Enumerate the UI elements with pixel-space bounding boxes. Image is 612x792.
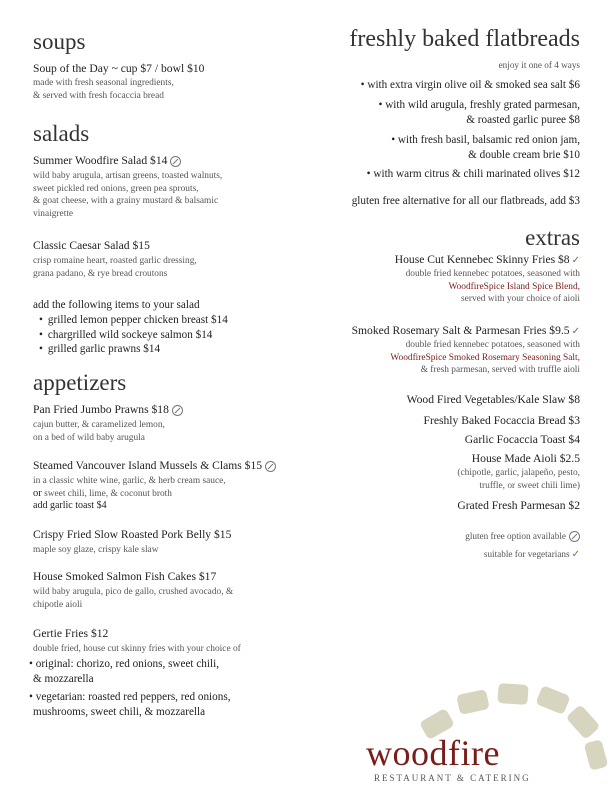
logo-name: woodfire bbox=[366, 733, 500, 773]
list-item: • chargrilled wild sockeye salmon $14 bbox=[39, 328, 228, 343]
soups-heading: soups bbox=[33, 29, 86, 54]
mussels-title: Steamed Vancouver Island Mussels & Clams $15 bbox=[33, 459, 276, 473]
flatbreads-subtitle: enjoy it one of 4 ways bbox=[498, 60, 580, 70]
appetizers-heading: appetizers bbox=[33, 370, 127, 395]
vegetarian-check-icon: ✓ bbox=[571, 549, 580, 560]
gluten-free-icon bbox=[569, 531, 580, 542]
caesar-salad-desc: crisp romaine heart, roasted garlic dressing, grana padano, & rye bread croutons bbox=[33, 256, 197, 279]
gluten-free-icon bbox=[170, 156, 181, 167]
focaccia-title: Freshly Baked Focaccia Bread $3 bbox=[423, 414, 580, 427]
vegetarian-check-icon: ✓ bbox=[571, 255, 580, 266]
salad-addons-list bbox=[39, 313, 228, 357]
extras-heading: extras bbox=[525, 225, 580, 250]
flatbread-option: • with warm citrus & chili marinated olives $12 bbox=[366, 168, 580, 180]
pork-belly-desc: maple soy glaze, crispy kale slaw bbox=[33, 545, 159, 555]
woodfire-logo bbox=[360, 670, 610, 790]
aioli-desc: (chipotle, garlic, jalapeño, pesto, truffle, or sweet chili lime) bbox=[457, 468, 580, 491]
logo-tagline: RESTAURANT & CATERING bbox=[374, 773, 531, 783]
list-item: • grilled lemon pepper chicken breast $14 bbox=[39, 313, 228, 328]
fish-cakes-title: House Smoked Salmon Fish Cakes $17 bbox=[33, 570, 217, 583]
list-item: • grilled garlic prawns $14 bbox=[39, 342, 228, 357]
kennebec-fries-title: House Cut Kennebec Skinny Fries $8 ✓ bbox=[394, 253, 580, 266]
gertie-option-original: • original: chorizo, red onions, sweet chili, & mozzarella bbox=[29, 658, 220, 685]
gertie-fries-title: Gertie Fries $12 bbox=[33, 627, 109, 640]
garlic-toast-title: Garlic Focaccia Toast $4 bbox=[464, 433, 580, 446]
soup-desc: made with fresh seasonal ingredients, & served with fresh focaccia bread bbox=[33, 78, 174, 101]
caesar-salad-title: Classic Caesar Salad $15 bbox=[33, 239, 150, 252]
parmesan-title: Grated Fresh Parmesan $2 bbox=[457, 499, 580, 512]
legend-vegetarian: suitable for vegetarians ✓ bbox=[483, 549, 580, 560]
flatbread-option: • with fresh basil, balsamic red onion jam, & double cream brie $10 bbox=[391, 134, 580, 161]
prawns-desc: cajun butter, & caramelized lemon, on a bed of wild baby arugula bbox=[33, 420, 165, 443]
legend-gluten-free: gluten free option available bbox=[465, 531, 580, 542]
mussels-desc: in a classic white wine, garlic, & herb cream sauce, or sweet chili, lime, & coconut broth add garlic toast $4 bbox=[33, 476, 226, 512]
vegetarian-check-icon: ✓ bbox=[571, 326, 580, 337]
summer-salad-desc: wild baby arugula, artisan greens, toasted walnuts, sweet pickled red onions, green pea sprouts, & goat cheese, with a grainy mustard & balsamic vinaigrette bbox=[33, 171, 223, 219]
gluten-free-icon bbox=[265, 461, 276, 472]
kennebec-fries-desc: double fried kennebec potatoes, seasoned with WoodfireSpice Island Spice Blend, served with your choice of aioli bbox=[405, 269, 580, 304]
pork-belly-title: Crispy Fried Slow Roasted Pork Belly $15 bbox=[33, 528, 232, 541]
salads-heading: salads bbox=[33, 121, 90, 146]
rosemary-fries-desc: double fried kennebec potatoes, seasoned with WoodfireSpice Smoked Rosemary Seasoning Salt, & fresh parmesan, served with truffle aioli bbox=[390, 340, 580, 375]
flatbread-option: • with extra virgin olive oil & smoked sea salt $6 bbox=[360, 79, 580, 91]
gluten-free-icon bbox=[172, 405, 183, 416]
summer-salad-title: Summer Woodfire Salad $14 bbox=[33, 154, 181, 168]
gertie-fries-desc: double fried, house cut skinny fries with your choice of bbox=[33, 644, 241, 654]
fish-cakes-desc: wild baby arugula, pico de gallo, crushed avocado, & chipotle aioli bbox=[33, 587, 234, 610]
aioli-title: House Made Aioli $2.5 bbox=[471, 452, 580, 465]
flatbread-gluten-free-note: gluten free alternative for all our flatbreads, add $3 bbox=[351, 195, 580, 207]
flatbreads-heading: freshly baked flatbreads bbox=[349, 26, 580, 52]
salad-addons-title: add the following items to your salad bbox=[33, 299, 200, 311]
soup-of-day-title: Soup of the Day ~ cup $7 / bowl $10 bbox=[33, 62, 205, 75]
prawns-title: Pan Fried Jumbo Prawns $18 bbox=[33, 403, 183, 417]
rosemary-fries-title: Smoked Rosemary Salt & Parmesan Fries $9.5 ✓ bbox=[351, 324, 580, 337]
vegetables-title: Wood Fired Vegetables/Kale Slaw $8 bbox=[406, 393, 580, 406]
gertie-option-vegetarian: • vegetarian: roasted red peppers, red onions, mushrooms, sweet chili, & mozzarella bbox=[29, 691, 231, 718]
flatbread-option: • with wild arugula, freshly grated parmesan, & roasted garlic puree $8 bbox=[378, 99, 580, 126]
